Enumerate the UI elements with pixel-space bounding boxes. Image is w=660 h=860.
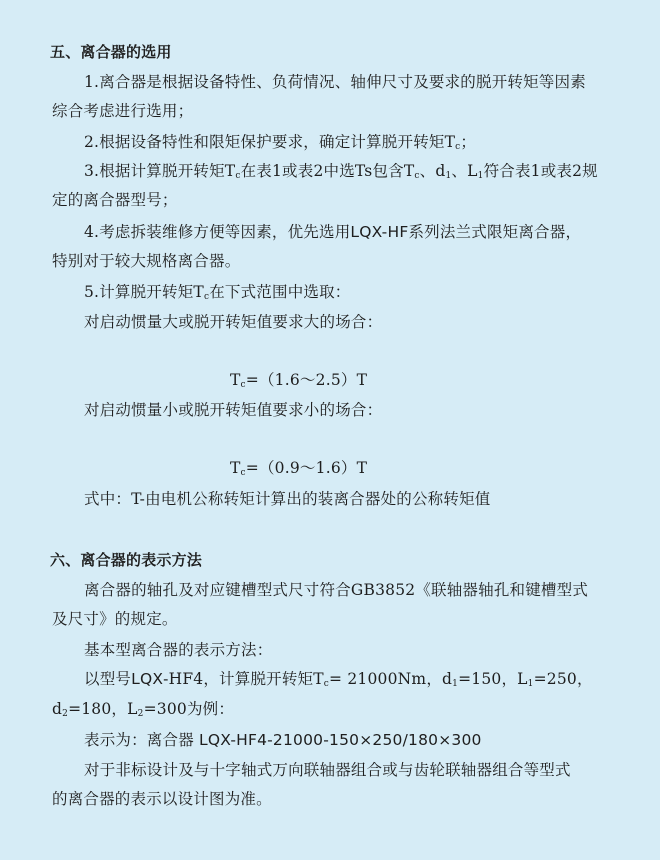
s6-p2: 基本型离合器的表示方法： [84, 641, 273, 659]
formula2-sub: c [240, 468, 246, 478]
item3-line2: 定的离合器型号； [52, 191, 178, 209]
formula2 [230, 458, 367, 478]
s6-p3-sub1: c [323, 679, 330, 689]
s6-p3-g: =180，L [68, 700, 138, 718]
item3-sub1: c [235, 171, 241, 181]
s6-p5-line1: 对于非标设计及与十字轴式万向联轴器组合或与齿轮联轴器组合等型式 [84, 761, 571, 779]
item2-line [84, 132, 476, 152]
s6-p3-line1 [84, 669, 593, 689]
s6-p3-sub3: 1 [527, 679, 534, 689]
s6-p3-line2 [52, 699, 234, 719]
item4-text-a: 4.考虑拆装维修方便等因素，优先选用 [84, 223, 351, 241]
s6-p3-sub4: 2 [62, 709, 69, 719]
item3-line1 [84, 161, 598, 181]
s6-p4-code: LQX-HF4-21000-150×250/180×300 [199, 731, 482, 749]
formula2-t: T [230, 459, 241, 477]
item4-text-b: 系列法兰式限矩离合器， [408, 223, 582, 241]
formula2-rest: =（0.9～1.6）T [245, 459, 368, 477]
s6-p3-c: = 21000Nm，d [329, 670, 453, 688]
item2-subscript: c [455, 142, 461, 152]
item4-line1 [84, 222, 581, 242]
s6-p3-a: 以型号 [84, 670, 132, 688]
item5-line [84, 282, 351, 302]
item2-text: 2.根据设备特性和限矩保护要求，确定计算脱开转矩T [84, 133, 456, 151]
item1-line2: 综合考虑进行选用； [52, 102, 194, 120]
item5-text-a: 5.计算脱开转矩T [84, 283, 204, 301]
s6-p3-sub5: 2 [137, 709, 144, 719]
s6-p3-f: d [52, 700, 63, 718]
item1-line1: 1.离合器是根据设备特性、负荷情况、轴伸尺寸及要求的脱开转矩等因素 [84, 73, 586, 91]
s6-p5-line2: 的离合器的表示以设计图为准。 [52, 790, 272, 808]
item3-text-c: 、d [419, 162, 446, 180]
item3-sub4: 1 [477, 171, 484, 181]
item4-line2: 特别对于较大规格离合器。 [52, 252, 241, 270]
item3-sub2: c [414, 171, 420, 181]
item3-sub3: 1 [445, 171, 452, 181]
s6-p1-line2: 及尺寸》的规定。 [52, 610, 178, 628]
item3-text-e: 符合表1或表2规 [483, 162, 598, 180]
case2-text: 对启动惯量小或脱开转矩值要求小的场合： [84, 401, 383, 419]
case1-text: 对启动惯量大或脱开转矩值要求大的场合： [84, 313, 383, 331]
item5-text-b: 在下式范围中选取： [209, 283, 351, 301]
item3-text-d: 、L [451, 162, 478, 180]
formula1-t: T [230, 371, 241, 389]
section6-title: 六、离合器的表示方法 [50, 551, 203, 569]
s6-p3-e: =250， [533, 670, 593, 688]
formula1-sub: c [240, 380, 246, 390]
item3-text-b: 在表1或表2中选Ts包含T [240, 162, 415, 180]
s6-p4 [84, 730, 482, 750]
section5-title: 五、离合器的选用 [50, 43, 172, 61]
item3-text-a: 3.根据计算脱开转矩T [84, 162, 236, 180]
s6-p3-sub2: 1 [452, 679, 459, 689]
item4-model: LQX-HF [350, 223, 409, 241]
item2-end: ； [460, 133, 477, 151]
s6-p3-d: =150，L [458, 670, 528, 688]
s6-p1-line1: 离合器的轴孔及对应键槽型式尺寸符合GB3852《联轴器轴孔和键槽型式 [84, 581, 589, 599]
s6-p3-h: =300为例： [143, 700, 235, 718]
formula1 [230, 370, 367, 390]
s6-p3-b: -HF4，计算脱开转矩T [163, 670, 324, 688]
item5-sub: c [203, 292, 210, 302]
formula-note: 式中：T-由电机公称转矩计算出的装离合器处的公称转矩值 [84, 490, 491, 508]
s6-p4-label: 表示为：离合器 [84, 731, 200, 749]
formula1-rest: =（1.6～2.5）T [245, 371, 368, 389]
s6-p3-model: LQX [131, 670, 164, 688]
